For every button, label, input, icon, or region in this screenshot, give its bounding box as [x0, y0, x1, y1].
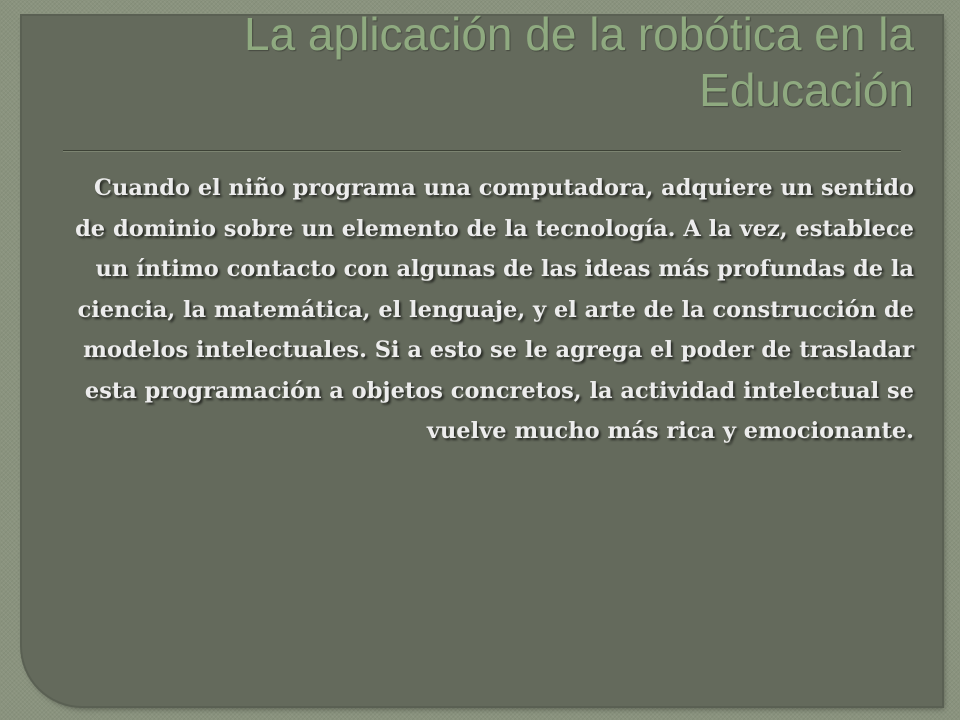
title-divider	[63, 150, 901, 152]
slide-title: La aplicación de la robótica en la Educación	[243, 8, 914, 116]
slide-body-text: Cuando el niño programa una computadora, adquiere un sentido de dominio sobre un elemento de la tecnología. A la vez, establece un íntimo contacto con algunas de las ideas más profundas de la ciencia, la matemática, el lenguaje, y el arte de la construcción de modelos intelectuales. Si a esto se le agrega el poder de trasladar esta programación a objetos concretos, la actividad intelectual se vuelve mucho más rica y emocionante.	[75, 175, 914, 444]
